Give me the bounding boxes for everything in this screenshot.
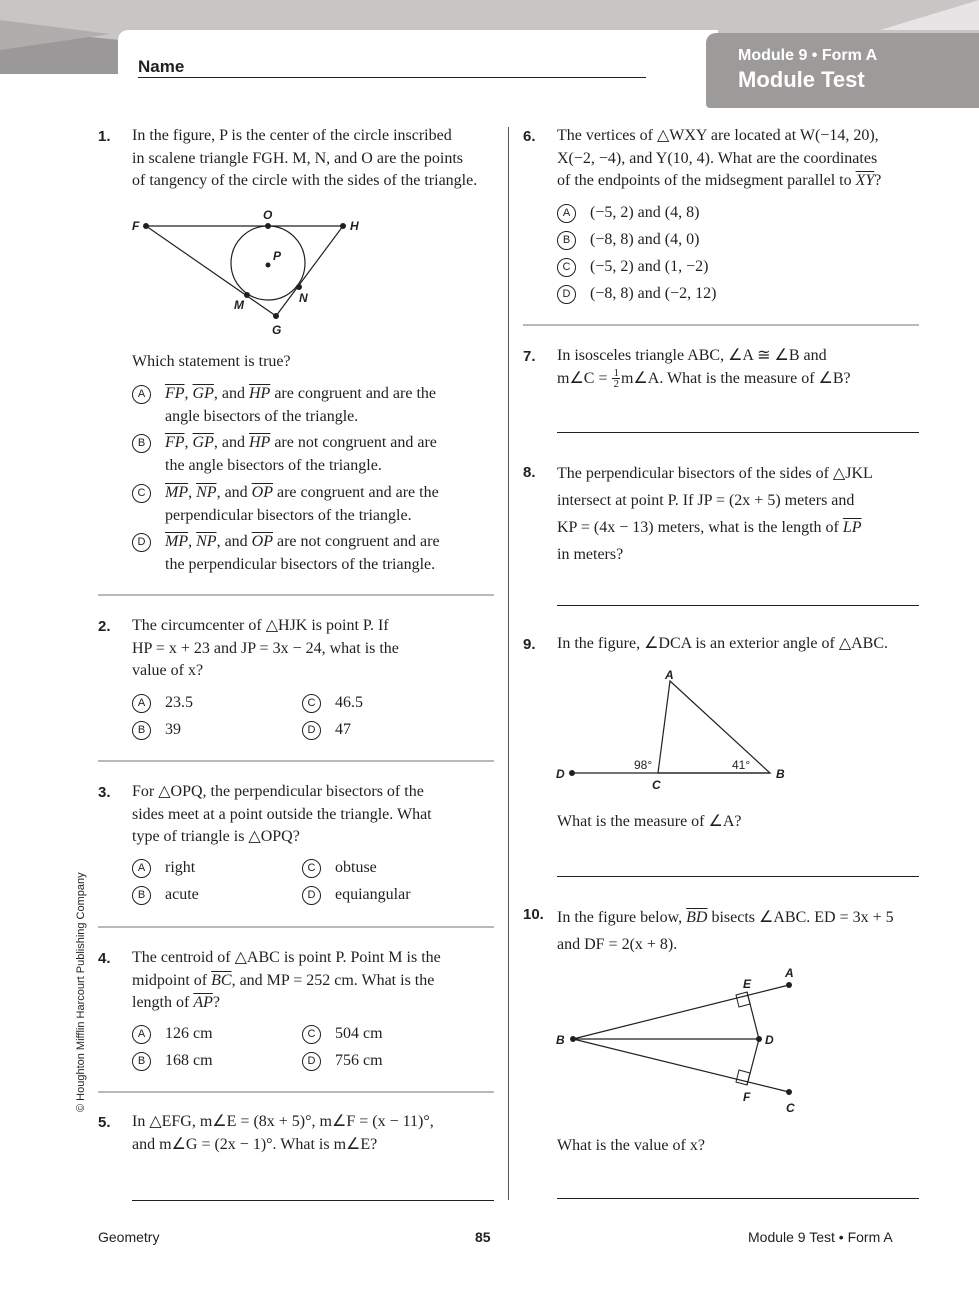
q5-number: 5. [98, 1114, 111, 1131]
q1-option-a-bubble[interactable]: A [132, 385, 151, 404]
badge-title: Module Test [738, 67, 865, 92]
q3-option-a[interactable]: right [165, 859, 196, 876]
q6-option-a[interactable]: (−5, 2) and (4, 8) [590, 204, 700, 221]
q1-label-F: F [132, 219, 140, 233]
q3-option-c[interactable]: obtuse [335, 859, 377, 876]
q4-option-b-bubble[interactable]: B [132, 1052, 151, 1071]
name-label: Name [138, 57, 185, 76]
q3-option-d-bubble[interactable]: D [302, 886, 321, 905]
divider-q4 [98, 1091, 494, 1093]
q2-option-a[interactable]: 23.5 [165, 694, 193, 711]
q7-fraction: $\frac{1}{2}$ [613, 367, 619, 391]
q1-label-G: G [272, 323, 282, 337]
q4-option-b[interactable]: 168 cm [165, 1052, 213, 1069]
divider-q3 [98, 926, 494, 928]
q8-answer-line[interactable] [557, 605, 919, 606]
q8-text: The perpendicular bisectors of the sides of △JKL intersect at point P. If JP = (2x + 5) meters and KP = (4x − 13) meters, what is the length of $\overline{LP}$ in meters? [557, 465, 873, 563]
q6-option-d[interactable]: (−8, 8) and (−2, 12) [590, 285, 717, 302]
q5-text: In △EFG, m∠E = (8x + 5)°, m∠F = (x − 11)°, and m∠G = (2x − 1)°. What is m∠E? [132, 1113, 434, 1153]
copyright-credit: © Houghton Mifflin Harcourt Publishing Company [75, 872, 87, 1112]
q1-option-b-bubble[interactable]: B [132, 434, 151, 453]
q6-option-c[interactable]: (−5, 2) and (1, −2) [590, 258, 709, 275]
q1-option-d-bubble[interactable]: D [132, 533, 151, 552]
q1-label-P: P [273, 249, 282, 263]
q2-option-d-bubble[interactable]: D [302, 721, 321, 740]
page-number: 85 [475, 1229, 491, 1245]
q9-label-B: B [776, 767, 785, 781]
q1-option-a[interactable]: $\overline{FP}$, $\overline{GP}$, and $\overline{HP}$ are congruent and are the angle bisectors of the triangle. [165, 385, 436, 425]
q10-figure [550, 960, 810, 1120]
q9-text: In the figure, ∠DCA is an exterior angle of △ABC. [557, 635, 889, 652]
q1-option-c-bubble[interactable]: C [132, 484, 151, 503]
q9-prompt: What is the measure of ∠A? [557, 813, 742, 830]
q4-option-a-bubble[interactable]: A [132, 1025, 151, 1044]
q3-number: 3. [98, 784, 111, 801]
q6-option-a-bubble[interactable]: A [557, 204, 576, 223]
q9-number: 9. [523, 636, 536, 653]
q8-number: 8. [523, 464, 536, 481]
q1-figure [125, 205, 370, 340]
q1-option-c[interactable]: $\overline{MP}$, $\overline{NP}$, and $\overline{OP}$ are congruent and are the perpendicular bisectors of the triangle. [165, 484, 439, 524]
q1-label-M: M [234, 298, 244, 312]
q9-figure [550, 665, 800, 795]
q10-label-C: C [786, 1101, 795, 1115]
q1-prompt: Which statement is true? [132, 353, 291, 370]
badge-subtitle: Module 9 • Form A [738, 47, 878, 64]
q2-option-b[interactable]: 39 [165, 721, 181, 738]
q3-option-a-bubble[interactable]: A [132, 859, 151, 878]
q3-option-d[interactable]: equiangular [335, 886, 411, 903]
q10-answer-line[interactable] [557, 1198, 919, 1199]
q6-option-d-bubble[interactable]: D [557, 285, 576, 304]
q5-answer-line[interactable] [132, 1200, 494, 1201]
q2-option-c-bubble[interactable]: C [302, 694, 321, 713]
q1-label-N: N [299, 291, 308, 305]
q4-option-c[interactable]: 504 cm [335, 1025, 383, 1042]
q10-label-B: B [556, 1033, 565, 1047]
q6-option-b[interactable]: (−8, 8) and (4, 0) [590, 231, 700, 248]
q4-option-d-bubble[interactable]: D [302, 1052, 321, 1071]
q10-text: In the figure below, $\overline{BD}$ bisects ∠ABC. ED = 3x + 5 and DF = 2(x + 8). [557, 909, 894, 953]
q10-label-A: A [785, 966, 794, 980]
q3-option-b-bubble[interactable]: B [132, 886, 151, 905]
divider-q2 [98, 760, 494, 762]
q1-label-H: H [350, 219, 359, 233]
q1-text: In the figure, P is the center of the circle inscribed in scalene triangle FGH. M, N, and O are the points of tangency of the circle with the sides of the triangle. [132, 127, 478, 189]
header-card [118, 30, 718, 110]
column-divider [508, 127, 509, 1200]
q1-label-O: O [263, 208, 273, 222]
divider-q1 [98, 594, 494, 596]
q9-angle-c: 98° [634, 758, 653, 772]
name-line [138, 77, 646, 78]
footer-subject: Geometry [98, 1229, 160, 1245]
q3-text: For △OPQ, the perpendicular bisectors of the sides meet at a point outside the triangle. What type of triangle is △OPQ? [132, 783, 432, 845]
q4-option-c-bubble[interactable]: C [302, 1025, 321, 1044]
q9-label-D: D [556, 767, 565, 781]
q2-option-b-bubble[interactable]: B [132, 721, 151, 740]
q7-number: 7. [523, 348, 536, 365]
q7-answer-line[interactable] [557, 432, 919, 433]
q1-number: 1. [98, 128, 111, 145]
q9-angle-b: 41° [732, 758, 751, 772]
q3-option-c-bubble[interactable]: C [302, 859, 321, 878]
q2-text: The circumcenter of △HJK is point P. If HP = x + 23 and JP = 3x − 24, what is the value of x? [132, 617, 399, 679]
q7-text: In isosceles triangle ABC, ∠A ≅ ∠B and m∠C = $\frac{1}{2}$ m∠A. What is the measure of ∠B? [557, 347, 851, 391]
q4-number: 4. [98, 950, 111, 967]
q2-option-a-bubble[interactable]: A [132, 694, 151, 713]
q4-option-d[interactable]: 756 cm [335, 1052, 383, 1069]
q1-option-d[interactable]: $\overline{MP}$, $\overline{NP}$, and $\overline{OP}$ are not congruent and are the perpendicular bisectors of the triangle. [165, 533, 440, 573]
footer-module: Module 9 Test • Form A [748, 1229, 893, 1245]
q6-option-b-bubble[interactable]: B [557, 231, 576, 250]
q4-option-a[interactable]: 126 cm [165, 1025, 213, 1042]
q2-option-c[interactable]: 46.5 [335, 694, 363, 711]
q10-label-D: D [765, 1033, 774, 1047]
q3-option-b[interactable]: acute [165, 886, 199, 903]
q6-option-c-bubble[interactable]: C [557, 258, 576, 277]
q10-label-E: E [743, 977, 752, 991]
q1-option-b[interactable]: $\overline{FP}$, $\overline{GP}$, and $\overline{HP}$ are not congruent and are the angle bisectors of the triangle. [165, 434, 437, 474]
q10-label-F: F [743, 1090, 751, 1104]
divider-q6 [523, 324, 919, 326]
q2-option-d[interactable]: 47 [335, 721, 351, 738]
q2-number: 2. [98, 618, 111, 635]
q6-number: 6. [523, 128, 536, 145]
q10-number: 10. [523, 906, 544, 923]
q10-prompt: What is the value of x? [557, 1137, 705, 1154]
q4-text: The centroid of △ABC is point P. Point M is the midpoint of $\overline{BC}$, and MP = 252 cm. What is the length of $\overline{AP}$? [132, 949, 441, 1011]
q9-label-A: A [665, 668, 674, 682]
q9-label-C: C [652, 778, 661, 792]
q6-text: The vertices of △WXY are located at W(−14, 20), X(−2, −4), and Y(10, 4). What are the coordinates of the endpoints of the midsegment parallel to $\overline{XY}$? [557, 127, 882, 189]
q9-answer-line[interactable] [557, 876, 919, 877]
